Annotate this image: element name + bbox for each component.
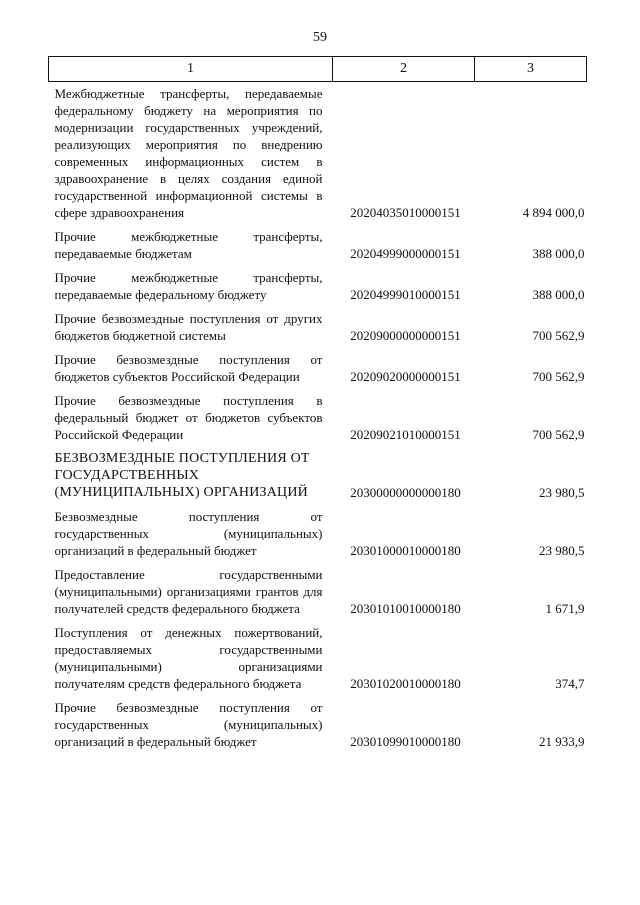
row-description: Межбюджетные трансферты, передаваемые федеральному бюджету на мероприятия по модернизации государственных учреждений, реализующих мероприятия по внедрению современных информационных систем в здравоохранение в целях создания единой государственной информационной системы в сфере здравоохранения: [54, 86, 323, 220]
row-code: 20209000000000151: [350, 328, 461, 343]
table-row: [49, 269, 587, 310]
budget-revenue-table: [48, 56, 587, 757]
column-header-amount: 3: [475, 57, 587, 82]
row-description: Прочие межбюджетные трансферты, передаваемые бюджетам: [54, 229, 323, 261]
column-header-code: 2: [333, 57, 475, 82]
row-description: Прочие межбюджетные трансферты, передаваемые федеральному бюджету: [54, 270, 323, 302]
table-header: [49, 57, 587, 82]
row-amount: 700 562,9: [532, 328, 585, 343]
section-heading-description: БЕЗВОЗМЕЗДНЫЕ ПОСТУПЛЕНИЯ ОТ ГОСУДАРСТВЕННЫХ (МУНИЦИПАЛЬНЫХ) ОРГАНИЗАЦИЙ: [54, 451, 310, 500]
row-amount: 374,7: [555, 676, 585, 691]
row-description: Безвозмездные поступления от государственных (муниципальных) организаций в федеральный бюджет: [54, 509, 323, 558]
table-row: [49, 228, 587, 269]
row-code: 20204999010000151: [350, 287, 461, 302]
row-description: Прочие безвозмездные поступления в федеральный бюджет от бюджетов субъектов Российской Федерации: [54, 393, 323, 442]
table-row: [49, 624, 587, 699]
table-row: [49, 310, 587, 351]
row-description: Предоставление государственными (муниципальными) организациями грантов для получателей средств федерального бюджета: [54, 567, 323, 616]
table-row: [49, 351, 587, 392]
row-description: Прочие безвозмездные поступления от других бюджетов бюджетной системы: [54, 311, 323, 343]
column-header-description: 1: [49, 57, 333, 82]
row-amount: 23 980,5: [539, 485, 585, 500]
row-code: 20209020000000151: [350, 369, 461, 384]
row-code: 20301010010000180: [350, 601, 461, 616]
table-row: [49, 82, 587, 229]
row-amount: 4 894 000,0: [522, 205, 585, 220]
row-amount: 23 980,5: [539, 543, 585, 558]
row-description: Прочие безвозмездные поступления от государственных (муниципальных) организаций в федеральный бюджет: [54, 700, 323, 749]
row-amount: 1 671,9: [545, 601, 585, 616]
row-code: 20204035010000151: [350, 205, 461, 220]
row-code: 20301000010000180: [350, 543, 461, 558]
table-row-section-heading: [49, 450, 587, 508]
table-row: [49, 508, 587, 566]
table-row: [49, 566, 587, 624]
row-code: 20300000000000180: [350, 485, 461, 500]
row-code: 20204999000000151: [350, 246, 461, 261]
row-amount: 700 562,9: [532, 369, 585, 384]
row-code: 20301020010000180: [350, 676, 461, 691]
row-description: Прочие безвозмездные поступления от бюджетов субъектов Российской Федерации: [54, 352, 323, 384]
table-body: [49, 82, 587, 758]
row-code: 20209021010000151: [350, 427, 461, 442]
row-amount: 388 000,0: [532, 246, 585, 261]
row-code: 20301099010000180: [350, 734, 461, 749]
row-description: Поступления от денежных пожертвований, предоставляемых государственными (муниципальными) организациями получателям средств федерального бюджета: [54, 625, 323, 691]
table-header-row: [49, 57, 587, 82]
page-number: 59: [313, 30, 327, 45]
row-amount: 700 562,9: [532, 427, 585, 442]
row-amount: 21 933,9: [539, 734, 585, 749]
table-row: [49, 699, 587, 757]
table-row: [49, 392, 587, 450]
row-amount: 388 000,0: [532, 287, 585, 302]
